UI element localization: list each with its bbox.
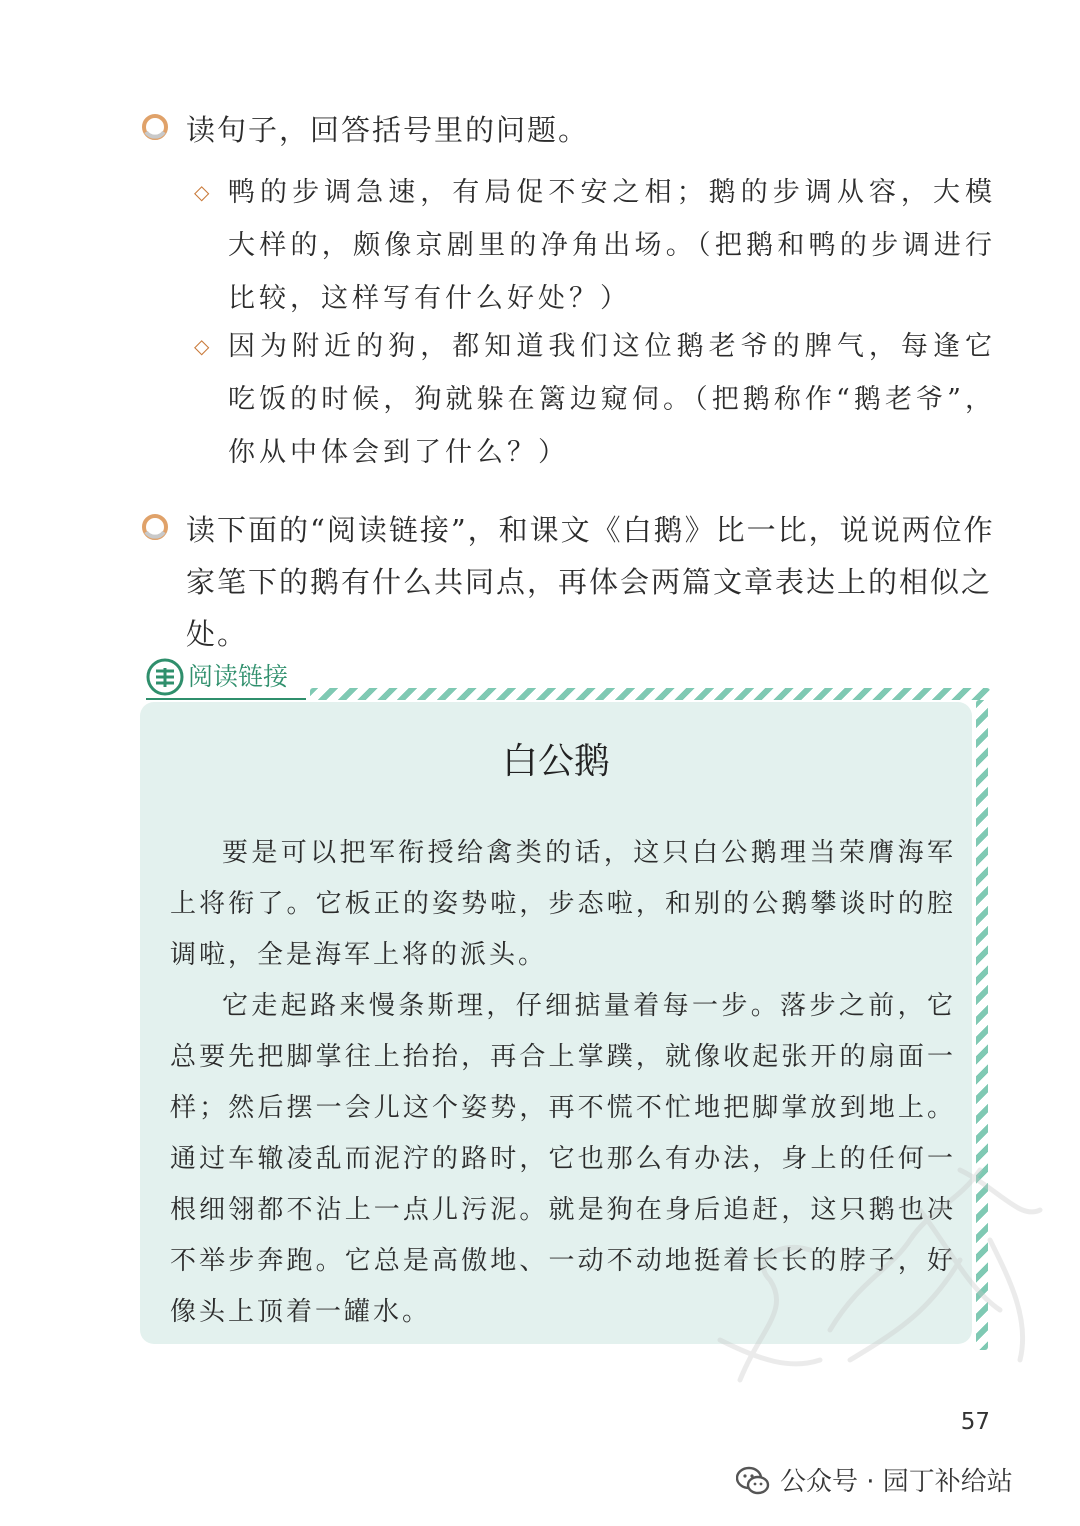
question-2-prompt: 读下面的“阅读链接”，和课文《白鹅》比一比，说说两位作家笔下的鹅有什么共同点，再体会两篇文章表达上的相似之处。 <box>186 513 995 651</box>
reading-link-label: 阅读链接 <box>188 662 289 691</box>
diamond-bullet-icon: ◇ <box>194 180 210 204</box>
watermark-calligraphy-icon <box>700 1130 1060 1420</box>
passage-title: 白公鹅 <box>501 741 610 782</box>
paragraph: 要是可以把军衔授给禽类的话，这只白公鹅理当荣膺海军上将衔了。它板正的姿势啦，步态啦，和别的公鹅攀谈时的腔调啦，全是海军上将的派头。 <box>170 838 956 970</box>
paragraph: 它走起路来慢条斯理，仔细掂量着每一步。落步之前，它总要先把脚掌往上抬抬，再合上掌蹼，就像收起张开的扇面一样；然后摆一会儿这个姿势，再不慌不忙地把脚掌放到地上。通过车辙凌乱而泥泞的路时，它也那么有办法，身上的任何一根细翎都不沾上一点儿污泥。就是狗在身后追赶，这只鹅也决不举步奔跑。它总是高傲地、一动不动地挺着长长的脖子，好像头上顶着一罐水。 <box>170 991 956 1327</box>
item-text: 鸭的步调急速，有局促不安之相；鹅的步调从容，大模大样的，颇像京剧里的净角出场。（把鹅和鸭的步调进行比较，这样写有什么好处？） <box>228 177 996 314</box>
ring-bullet-icon <box>140 112 170 142</box>
book-icon <box>146 658 184 696</box>
decorative-stripe-top <box>310 688 990 700</box>
question-1 <box>140 104 1000 156</box>
question-1-item-2 <box>186 320 996 479</box>
question-1-prompt: 读句子，回答括号里的问题。 <box>186 113 590 147</box>
page-number: 57 <box>960 1409 990 1435</box>
diamond-bullet-icon: ◇ <box>194 334 210 358</box>
question-1-item-1 <box>186 166 996 325</box>
footer-text: 公众号 · 园丁补给站 <box>780 1467 1013 1497</box>
divider <box>146 698 306 700</box>
item-text: 因为附近的狗，都知道我们这位鹅老爷的脾气，每逢它吃饭的时候，狗就躲在篱边窥伺。（把鹅称作“鹅老爷”，你从中体会到了什么？） <box>228 331 996 468</box>
ring-bullet-icon <box>140 512 170 542</box>
question-2 <box>140 504 1000 660</box>
wechat-icon <box>736 1466 770 1496</box>
